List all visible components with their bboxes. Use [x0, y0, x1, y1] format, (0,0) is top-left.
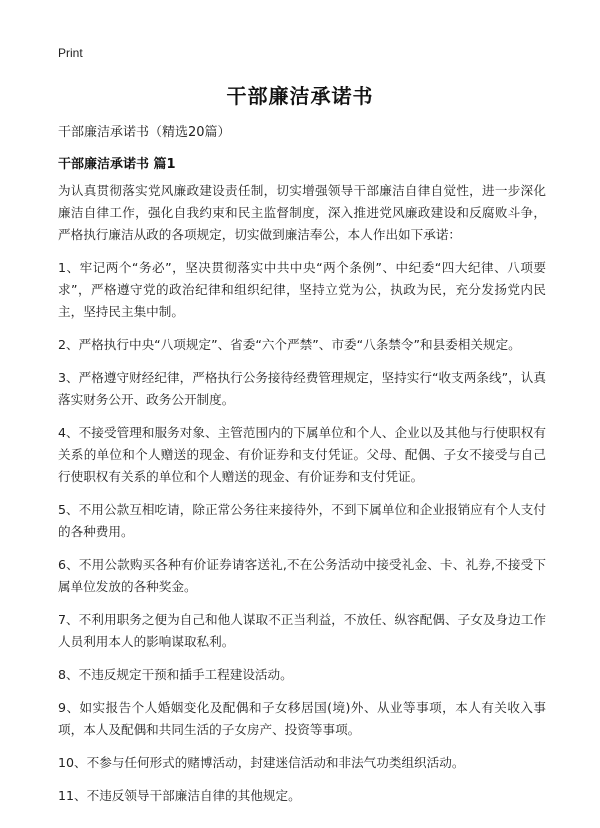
paragraph-item-1: 1、牢记两个“务必”，坚决贯彻落实中共中央“两个条例”、中纪委“四大纪律、八项要求”，严格遵守党的政治纪律和组织纪律，坚持立党为公，执政为民，充分发扬党内民主，坚持民主集中制。	[58, 260, 546, 319]
section-heading: 干部廉洁承诺书 篇1	[58, 157, 176, 172]
paragraph-item-5: 5、不用公款互相吃请，除正常公务往来接待外，不到下属单位和企业报销应有个人支付的各种费用。	[58, 502, 546, 539]
paragraph-item-6: 6、不用公款购买各种有价证券请客送礼,不在公务活动中接受礼金、卡、礼券,不接受下属单位发放的各种奖金。	[58, 557, 546, 594]
paragraph-item-3: 3、严格遵守财经纪律，严格执行公务接待经费管理规定，坚持实行“收支两条线”，认真落实财务公开、政务公开制度。	[58, 370, 546, 407]
document-body	[58, 180, 546, 818]
paragraph-item-8: 8、不违反规定干预和插手工程建设活动。	[58, 667, 293, 682]
paragraph-item-2: 2、严格执行中央“八项规定”、省委“六个严禁”、市委“八条禁令”和县委相关规定。	[58, 337, 521, 352]
paragraph-item-10: 10、不参与任何形式的赌博活动，封建迷信活动和非法气功类组织活动。	[58, 755, 465, 770]
paragraph-intro: 为认真贯彻落实党风廉政建设责任制，切实增强领导干部廉洁自律自觉性，进一步深化廉洁自律工作，强化自我约束和民主监督制度，深入推进党风廉政建设和反腐败斗争，严格执行廉洁从政的各项规定，切实做到廉洁奉公，本人作出如下承诺：	[58, 183, 546, 242]
paragraph-item-4: 4、不接受管理和服务对象、主管范围内的下属单位和个人、企业以及其他与行使职权有关系的单位和个人赠送的现金、有价证券和支付凭证。父母、配偶、子女不接受与自己行使职权有关系的单位和个人赠送的现金、有价证券和支付凭证。	[58, 425, 546, 484]
print-link[interactable]: Print	[58, 46, 83, 60]
document-subtitle: 干部廉洁承诺书（精选20篇）	[58, 125, 231, 140]
document-title: 干部廉洁承诺书	[226, 84, 374, 108]
paragraph-item-11: 11、不违反领导干部廉洁自律的其他规定。	[58, 788, 301, 803]
paragraph-item-7: 7、不利用职务之便为自己和他人谋取不正当利益，不放任、纵容配偶、子女及身边工作人员利用本人的影响谋取私利。	[58, 612, 546, 649]
paragraph-item-9: 9、如实报告个人婚姻变化及配偶和子女移居国(境)外、从业等事项，本人有关收入事项，本人及配偶和共同生活的子女房产、投资等事项。	[58, 700, 546, 737]
